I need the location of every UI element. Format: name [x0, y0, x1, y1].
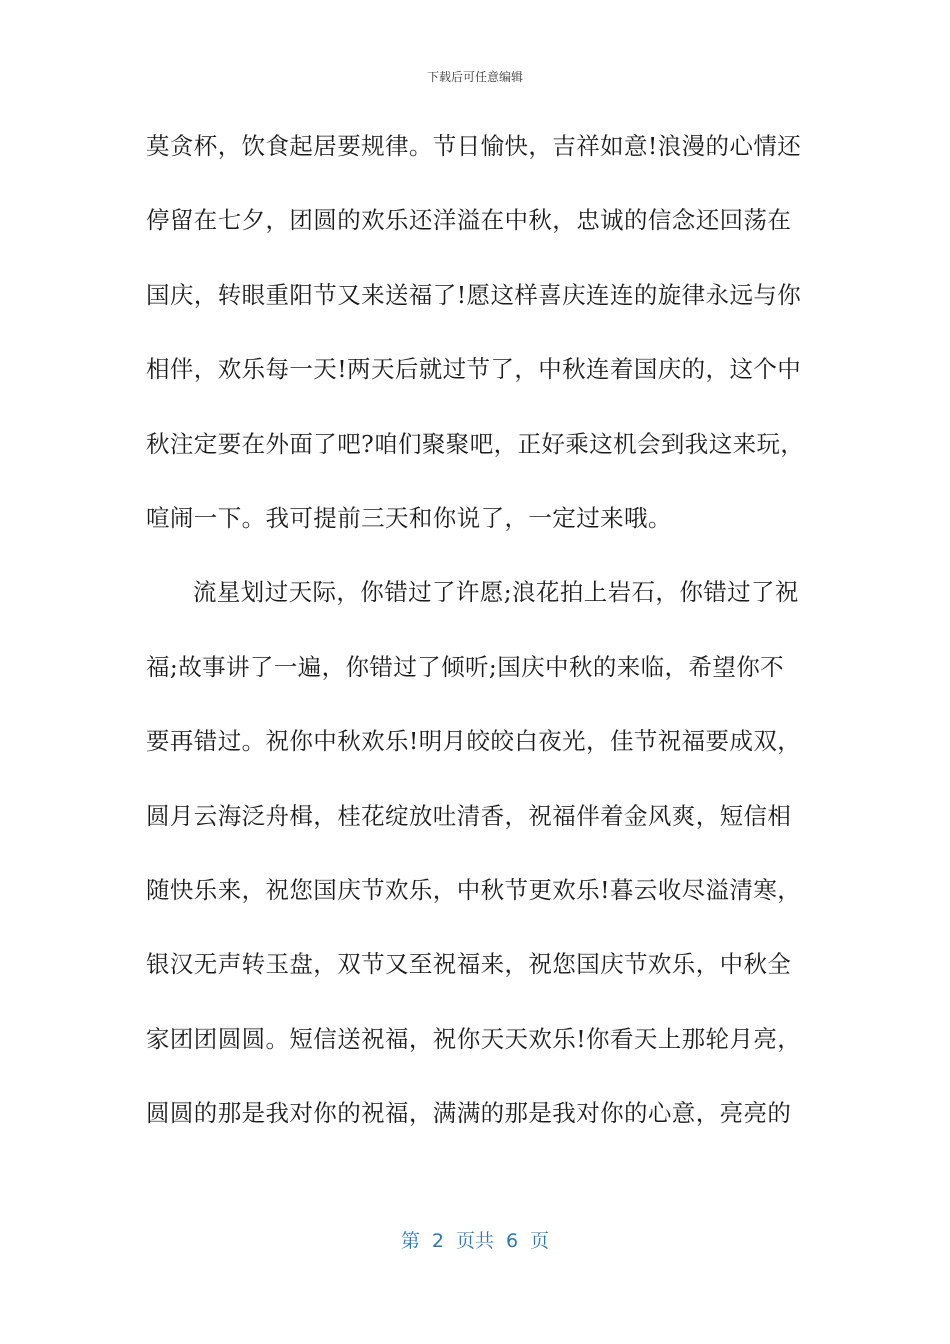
- text-line: 圆圆的那是我对你的祝福，满满的那是我对你的心意，亮亮的: [146, 1099, 792, 1128]
- text-line: 相伴，欢乐每一天!两天后就过节了，中秋连着国庆的，这个中: [146, 355, 802, 384]
- page-number-footer: 第 2 页共 6 页: [400, 1230, 550, 1252]
- text-line: 秋注定要在外面了吧?咱们聚聚吧，正好乘这机会到我这来玩，: [146, 429, 805, 458]
- text-line: 银汉无声转玉盘，双节又至祝福来，祝您国庆节欢乐，中秋全: [146, 950, 792, 979]
- text-line: 随快乐来，祝您国庆节欢乐，中秋节更欢乐!暮云收尽溢清寒，: [146, 875, 802, 904]
- text-line: 圆月云海泛舟楫，桂花绽放吐清香，祝福伴着金风爽，短信相: [146, 801, 792, 830]
- text-line: 要再错过。祝你中秋欢乐!明月皎皎白夜光，佳节祝福要成双，: [146, 727, 802, 756]
- text-line: 福;故事讲了一遍，你错过了倾听;国庆中秋的来临，希望你不: [146, 652, 785, 681]
- text-line: 喧闹一下。我可提前三天和你说了，一定过来哦。: [146, 503, 672, 532]
- text-line: 停留在七夕，团圆的欢乐还洋溢在中秋，忠诚的信念还回荡在: [146, 206, 792, 235]
- text-line: 国庆，转眼重阳节又来送福了!愿这样喜庆连连的旋律永远与你: [146, 280, 802, 309]
- text-line: 家团团圆圆。短信送祝福，祝你天天欢乐!你看天上那轮月亮，: [146, 1024, 802, 1053]
- page-header: 下载后可任意编辑: [426, 70, 523, 84]
- text-line: 流星划过天际，你错过了许愿;浪花拍上岩石，你错过了祝: [193, 578, 799, 607]
- document-body: [146, 120, 806, 1161]
- text-line: 莫贪杯，饮食起居要规律。节日愉快，吉祥如意!浪漫的心情还: [146, 132, 802, 160]
